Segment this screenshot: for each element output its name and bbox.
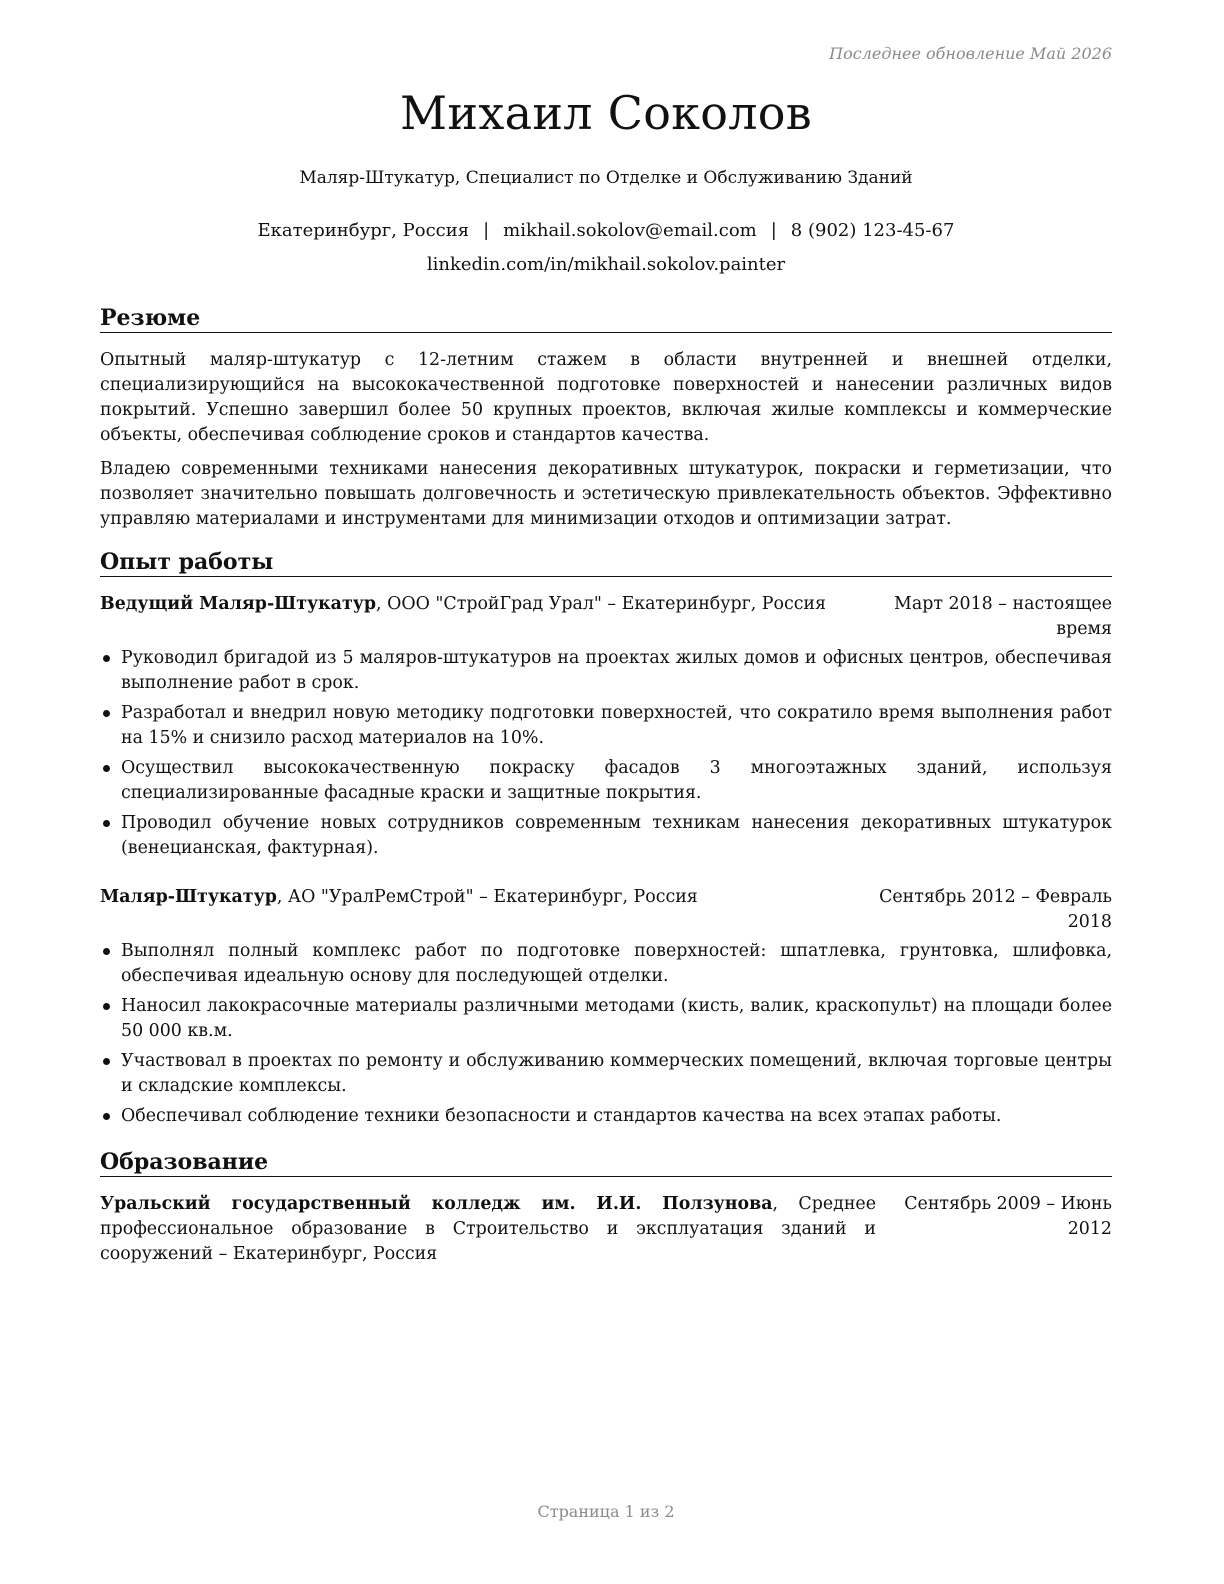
job-bullet: Руководил бригадой из 5 маляров-штукатуров на проектах жилых домов и офисных центров, обеспечивая выполнение работ в срок.	[100, 646, 1112, 696]
section-title-education: Образование	[100, 1149, 1112, 1177]
resume-page	[100, 0, 1112, 1584]
job-bullet: Наносил лакокрасочные материалы различными методами (кисть, валик, краскопульт) на площади более 50 000 кв.м.	[100, 994, 1112, 1044]
job-title-line	[100, 885, 870, 910]
candidate-headline: Маляр-Штукатур, Специалист по Отделке и Обслуживанию Зданий	[299, 168, 913, 188]
job-bullet: Проводил обучение новых сотрудников современным техникам нанесения декоративных штукатурок (венецианская, фактурная).	[100, 811, 1112, 861]
section-title-experience: Опыт работы	[100, 549, 1112, 577]
job-company: , АО "УралРемСтрой" – Екатеринбург, Россия	[276, 887, 698, 907]
education-details: , Среднее профессиональное образование в Строительство и эксплуатация зданий и сооружений – Екатеринбург, Россия	[100, 1194, 876, 1264]
education-dates: Сентябрь 2009 – Июнь 2012	[904, 1194, 1112, 1239]
section-title-summary: Резюме	[100, 305, 1112, 333]
contact-linkedin[interactable]: linkedin.com/in/mikhail.sokolov.painter	[426, 254, 786, 275]
contact-line	[100, 220, 1112, 241]
job-position: Маляр-Штукатур	[100, 887, 277, 907]
candidate-name: Михаил Соколов	[400, 86, 812, 140]
contact-phone[interactable]: 8 (902) 123-45-67	[790, 220, 955, 241]
job-company: , ООО "СтройГрад Урал" – Екатеринбург, Россия	[376, 594, 826, 614]
job-bullet: Осуществил высококачественную покраску фасадов 3 многоэтажных зданий, используя специализированные фасадные краски и защитные покрытия.	[100, 756, 1112, 806]
page-number: Страница 1 из 2	[537, 1502, 675, 1521]
job-dates: Март 2018 – настоящее время	[894, 594, 1112, 639]
job-bullet-list	[100, 646, 1112, 866]
contact-separator: |	[483, 220, 490, 241]
education-institution-line	[100, 1192, 876, 1267]
job-bullet: Выполнял полный комплекс работ по подготовке поверхностей: шпатлевка, грунтовка, шлифовка, обеспечивая идеальную основу для последующей отделки.	[100, 939, 1112, 989]
education-institution: Уральский государственный колледж им. И.И. Ползунова	[100, 1194, 773, 1214]
job-position: Ведущий Маляр-Штукатур	[100, 594, 377, 614]
job-bullet: Разработал и внедрил новую методику подготовки поверхностей, что сократило время выполнения работ на 15% и снизило расход материалов на 10%.	[100, 701, 1112, 751]
contact-separator: |	[770, 220, 777, 241]
job-bullet: Участвовал в проектах по ремонту и обслуживанию коммерческих помещений, включая торговые центры и складские комплексы.	[100, 1049, 1112, 1099]
contact-location: Екатеринбург, Россия	[257, 220, 470, 241]
job-bullet: Обеспечивал соблюдение техники безопасности и стандартов качества на всех этапах работы.	[100, 1104, 1112, 1129]
job-dates: Сентябрь 2012 – Февраль 2018	[879, 887, 1112, 932]
job-title-line	[100, 592, 870, 617]
summary-paragraph: Владею современными техниками нанесения декоративных штукатурок, покраски и герметизации, что позволяет значительно повышать долговечность и эстетическую привлекательность объектов. Эффективно управляю материалами и инструментами для минимизации отходов и оптимизации затрат.	[100, 459, 1112, 529]
job-bullet-list	[100, 939, 1112, 1134]
last-updated-note: Последнее обновление Май 2026	[829, 44, 1112, 63]
summary-paragraph: Опытный маляр-штукатур с 12-летним стажем в области внутренней и внешней отделки, специализирующийся на высококачественной подготовке поверхностей и нанесении различных видов покрытий. Успешно завершил более 50 крупных проектов, включая жилые комплексы и коммерческие объекты, обеспечивая соблюдение сроков и стандартов качества.	[100, 350, 1112, 445]
contact-email[interactable]: mikhail.sokolov@email.com	[503, 220, 757, 241]
